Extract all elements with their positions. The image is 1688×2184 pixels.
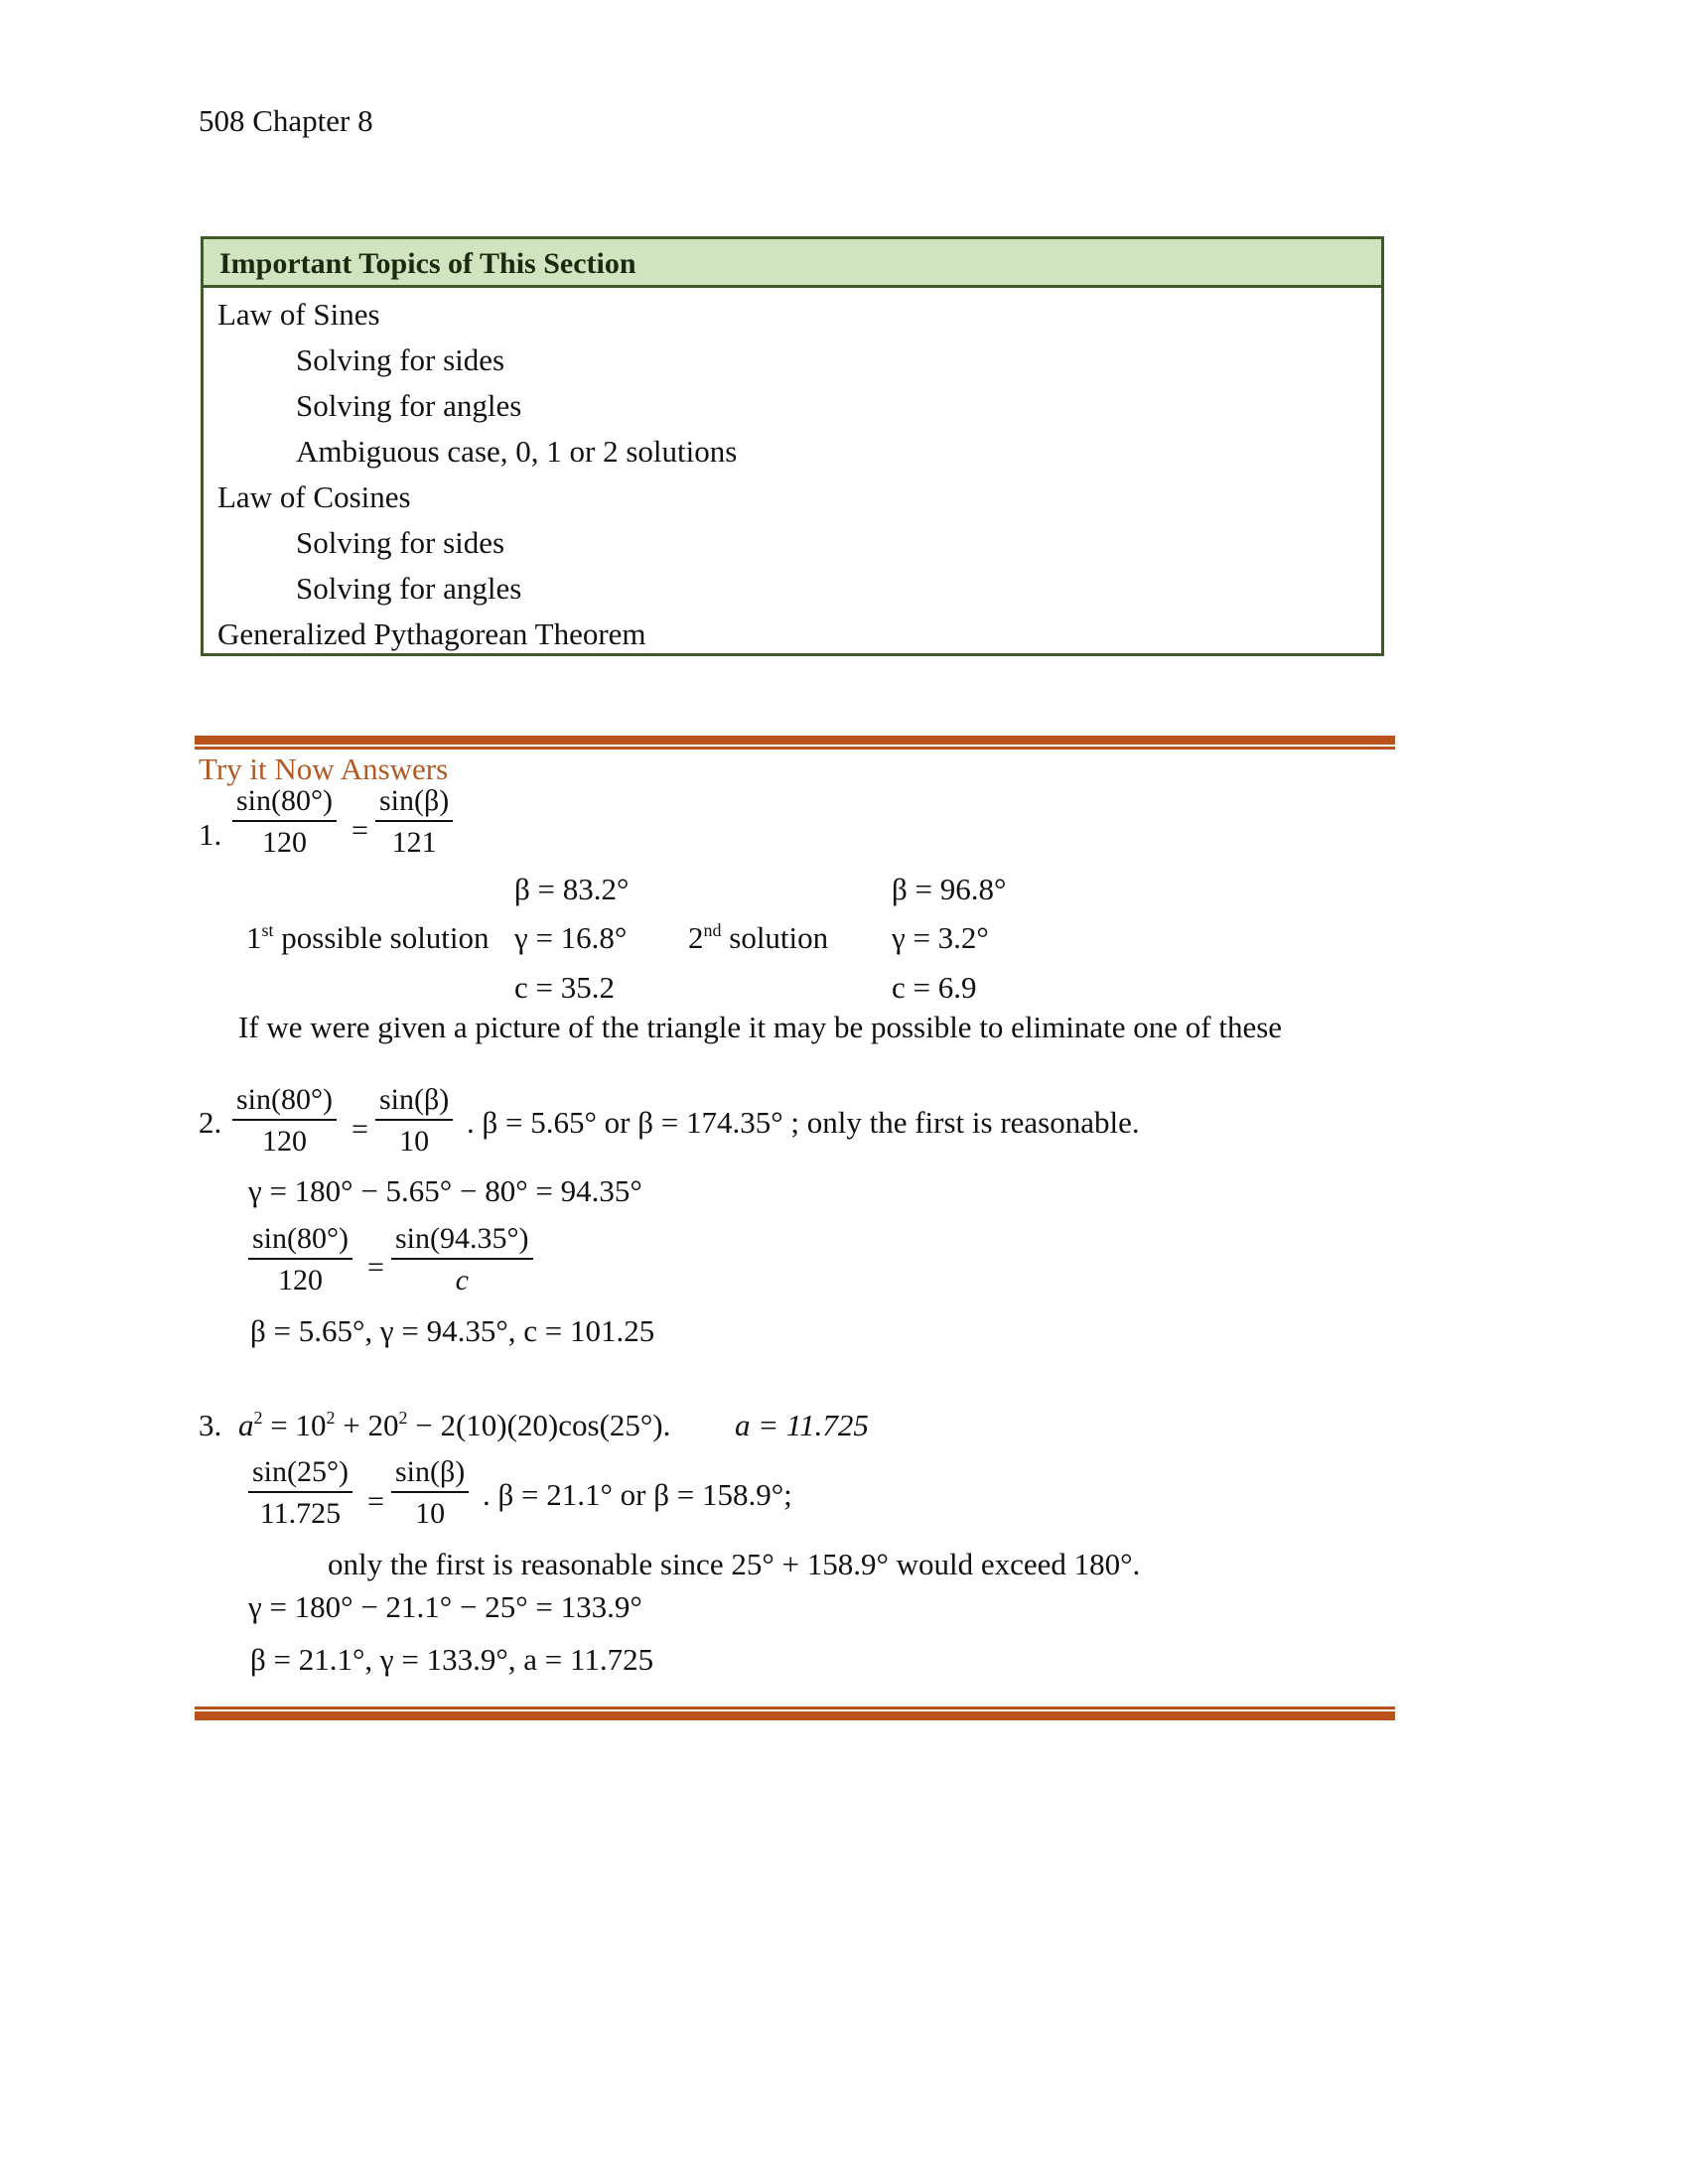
equals-sign: =	[367, 1251, 384, 1284]
term: + 20	[335, 1408, 399, 1442]
numerator: sin(β)	[379, 784, 450, 817]
fraction	[232, 1085, 337, 1157]
problem3-reason: only the first is reasonable since 25° + 158.9° would exceed 180°.	[328, 1547, 1141, 1581]
fraction-bar	[375, 1119, 453, 1121]
fraction-bar	[248, 1258, 352, 1260]
solution2-beta: β = 96.8°	[892, 872, 1007, 906]
problem3-final: β = 21.1°, γ = 133.9°, a = 11.725	[250, 1642, 654, 1677]
solution1-label	[246, 920, 490, 956]
topic-item: Solving for sides	[296, 525, 505, 560]
problem2-final: β = 5.65°, γ = 94.35°, c = 101.25	[250, 1313, 655, 1348]
section-rule-bottom-thick	[195, 1711, 1395, 1720]
fraction-bar	[375, 820, 453, 822]
fraction-bar	[391, 1258, 533, 1260]
solution1-label-sup: st	[261, 920, 274, 940]
fraction	[391, 1457, 469, 1529]
topic-item: Solving for angles	[296, 571, 522, 606]
equals-sign: =	[352, 1113, 368, 1146]
fraction	[391, 1224, 533, 1296]
section-rule-top-thin	[195, 747, 1395, 750]
topics-title: Important Topics of This Section	[219, 247, 636, 280]
term: − 2(10)(20)cos(25°).	[407, 1408, 671, 1442]
topic-item: Solving for angles	[296, 388, 522, 423]
solution2-c: c = 6.9	[892, 970, 977, 1005]
equals-sign: =	[352, 814, 368, 847]
fraction	[232, 786, 337, 858]
fraction-bar	[391, 1491, 469, 1493]
problem1-note: If we were given a picture of the triangle it may be possible to eliminate one of these	[238, 1010, 1283, 1044]
denominator: 120	[262, 826, 307, 859]
problem3-a-result: a = 11.725	[735, 1408, 869, 1442]
denominator: 10	[399, 1125, 430, 1158]
solution2-label-text: solution	[721, 920, 829, 955]
section-rule-top-thick	[195, 736, 1395, 745]
fraction	[248, 1224, 352, 1296]
denominator: 11.725	[259, 1497, 342, 1530]
topic-item: Law of Cosines	[217, 479, 411, 514]
solution1-c: c = 35.2	[514, 970, 615, 1005]
denominator: 121	[391, 826, 437, 859]
topic-item: Law of Sines	[217, 297, 380, 332]
exponent: 2	[253, 1408, 263, 1428]
solution2-label	[688, 920, 828, 956]
numerator: sin(80°)	[236, 784, 333, 817]
solution1-label-number: 1	[246, 920, 262, 955]
solution1-label-text: possible solution	[273, 920, 490, 955]
denominator: 10	[415, 1497, 446, 1530]
problem-number: 1.	[199, 817, 222, 852]
exponent: 2	[326, 1408, 336, 1428]
numerator: sin(25°)	[252, 1455, 349, 1488]
fraction	[248, 1457, 352, 1529]
section-title: Try it Now Answers	[199, 751, 449, 786]
section-rule-bottom-thin	[195, 1706, 1395, 1709]
solution2-label-number: 2	[688, 920, 704, 955]
exponent: 2	[398, 1408, 408, 1428]
term: = 10	[262, 1408, 327, 1442]
fraction-bar	[232, 1119, 337, 1121]
solution1-beta: β = 83.2°	[514, 872, 630, 906]
topics-header	[204, 239, 1381, 288]
denominator: c	[455, 1264, 469, 1297]
fraction	[375, 1085, 453, 1157]
problem3-law-of-cosines	[238, 1408, 670, 1443]
numerator: sin(94.35°)	[395, 1222, 529, 1255]
topic-item: Generalized Pythagorean Theorem	[217, 616, 646, 651]
numerator: sin(80°)	[252, 1222, 349, 1255]
topic-item: Solving for sides	[296, 342, 505, 377]
problem-number: 2.	[199, 1105, 222, 1140]
running-head: 508 Chapter 8	[199, 103, 373, 138]
problem3-gamma: γ = 180° − 21.1° − 25° = 133.9°	[248, 1589, 642, 1624]
problem-number: 3.	[199, 1408, 222, 1442]
fraction-bar	[232, 820, 337, 822]
numerator: sin(80°)	[236, 1083, 333, 1116]
fraction-bar	[248, 1491, 352, 1493]
denominator: 120	[278, 1264, 323, 1297]
problem3-result: . β = 21.1° or β = 158.9°;	[483, 1477, 792, 1512]
important-topics-box	[201, 236, 1384, 656]
numerator: sin(β)	[379, 1083, 450, 1116]
denominator: 120	[262, 1125, 307, 1158]
topic-item: Ambiguous case, 0, 1 or 2 solutions	[296, 434, 738, 469]
solution2-label-sup: nd	[703, 920, 722, 940]
solution2-gamma: γ = 3.2°	[892, 920, 989, 955]
solution1-gamma: γ = 16.8°	[514, 920, 628, 955]
var-a: a	[238, 1408, 254, 1442]
numerator: sin(β)	[395, 1455, 466, 1488]
problem2-gamma: γ = 180° − 5.65° − 80° = 94.35°	[248, 1173, 642, 1208]
fraction	[375, 786, 453, 858]
problem2-result: . β = 5.65° or β = 174.35° ; only the first is reasonable.	[467, 1105, 1140, 1140]
equals-sign: =	[367, 1485, 384, 1518]
